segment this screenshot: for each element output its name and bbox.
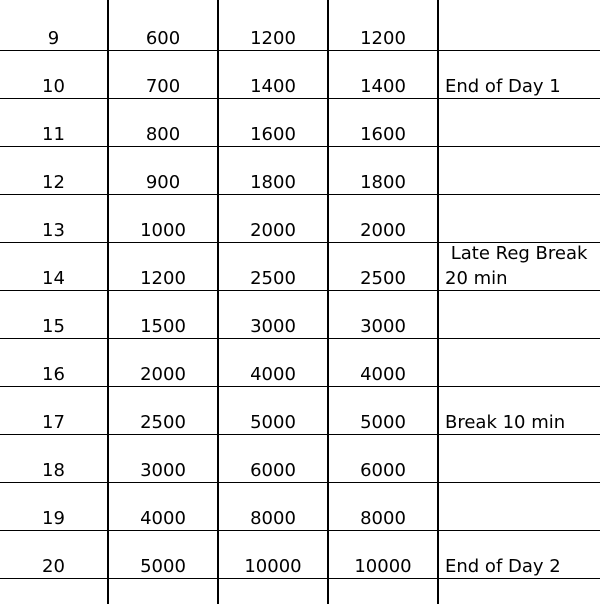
- level-cell: 11: [42, 124, 65, 145]
- level-cell: 10: [42, 76, 65, 97]
- big-blind-cell: 8000: [250, 508, 296, 529]
- row-divider: [0, 290, 600, 291]
- ante-cell: 1600: [360, 124, 406, 145]
- small-blind-cell: 4000: [140, 508, 186, 529]
- row-divider: [0, 578, 600, 579]
- level-cell: 16: [42, 364, 65, 385]
- small-blind-cell: 600: [145, 28, 181, 49]
- big-blind-cell: 5000: [250, 412, 296, 433]
- row-divider: [0, 194, 600, 195]
- level-cell: 20: [42, 556, 65, 577]
- row-divider: [0, 98, 600, 99]
- ante-cell: 2500: [360, 268, 406, 289]
- big-blind-cell: 1200: [250, 28, 296, 49]
- note-cell-line1: Late Reg Break: [445, 243, 588, 264]
- small-blind-cell: 3000: [140, 460, 186, 481]
- small-blind-cell: 1000: [140, 220, 186, 241]
- row-divider: [0, 482, 600, 483]
- row-divider: [0, 146, 600, 147]
- column-divider: [437, 0, 439, 604]
- row-divider: [0, 386, 600, 387]
- row-divider: [0, 434, 600, 435]
- ante-cell: 8000: [360, 508, 406, 529]
- level-cell: 19: [42, 508, 65, 529]
- big-blind-cell: 2000: [250, 220, 296, 241]
- big-blind-cell: 10000: [244, 556, 302, 577]
- level-cell: 12: [42, 172, 65, 193]
- row-divider: [0, 338, 600, 339]
- small-blind-cell: 900: [145, 172, 181, 193]
- ante-cell: 2000: [360, 220, 406, 241]
- ante-cell: 1800: [360, 172, 406, 193]
- level-cell: 18: [42, 460, 65, 481]
- small-blind-cell: 700: [145, 76, 181, 97]
- ante-cell: 4000: [360, 364, 406, 385]
- big-blind-cell: 2500: [250, 268, 296, 289]
- level-cell: 14: [42, 268, 65, 289]
- note-cell: End of Day 1: [445, 76, 561, 97]
- ante-cell: 3000: [360, 316, 406, 337]
- note-cell: End of Day 2: [445, 556, 561, 577]
- small-blind-cell: 1500: [140, 316, 186, 337]
- ante-cell: 6000: [360, 460, 406, 481]
- ante-cell: 5000: [360, 412, 406, 433]
- small-blind-cell: 800: [145, 124, 181, 145]
- note-cell: Break 10 min: [445, 412, 566, 433]
- ante-cell: 1200: [360, 28, 406, 49]
- big-blind-cell: 3000: [250, 316, 296, 337]
- small-blind-cell: 1200: [140, 268, 186, 289]
- big-blind-cell: 1800: [250, 172, 296, 193]
- ante-cell: 10000: [354, 556, 412, 577]
- note-cell-line2: 20 min: [445, 268, 508, 289]
- big-blind-cell: 1600: [250, 124, 296, 145]
- big-blind-cell: 6000: [250, 460, 296, 481]
- row-divider: [0, 530, 600, 531]
- ante-cell: 1400: [360, 76, 406, 97]
- small-blind-cell: 5000: [140, 556, 186, 577]
- big-blind-cell: 4000: [250, 364, 296, 385]
- row-divider: [0, 50, 600, 51]
- level-cell: 9: [47, 28, 60, 49]
- level-cell: 15: [42, 316, 65, 337]
- small-blind-cell: 2000: [140, 364, 186, 385]
- level-cell: 17: [42, 412, 65, 433]
- level-cell: 13: [42, 220, 65, 241]
- big-blind-cell: 1400: [250, 76, 296, 97]
- small-blind-cell: 2500: [140, 412, 186, 433]
